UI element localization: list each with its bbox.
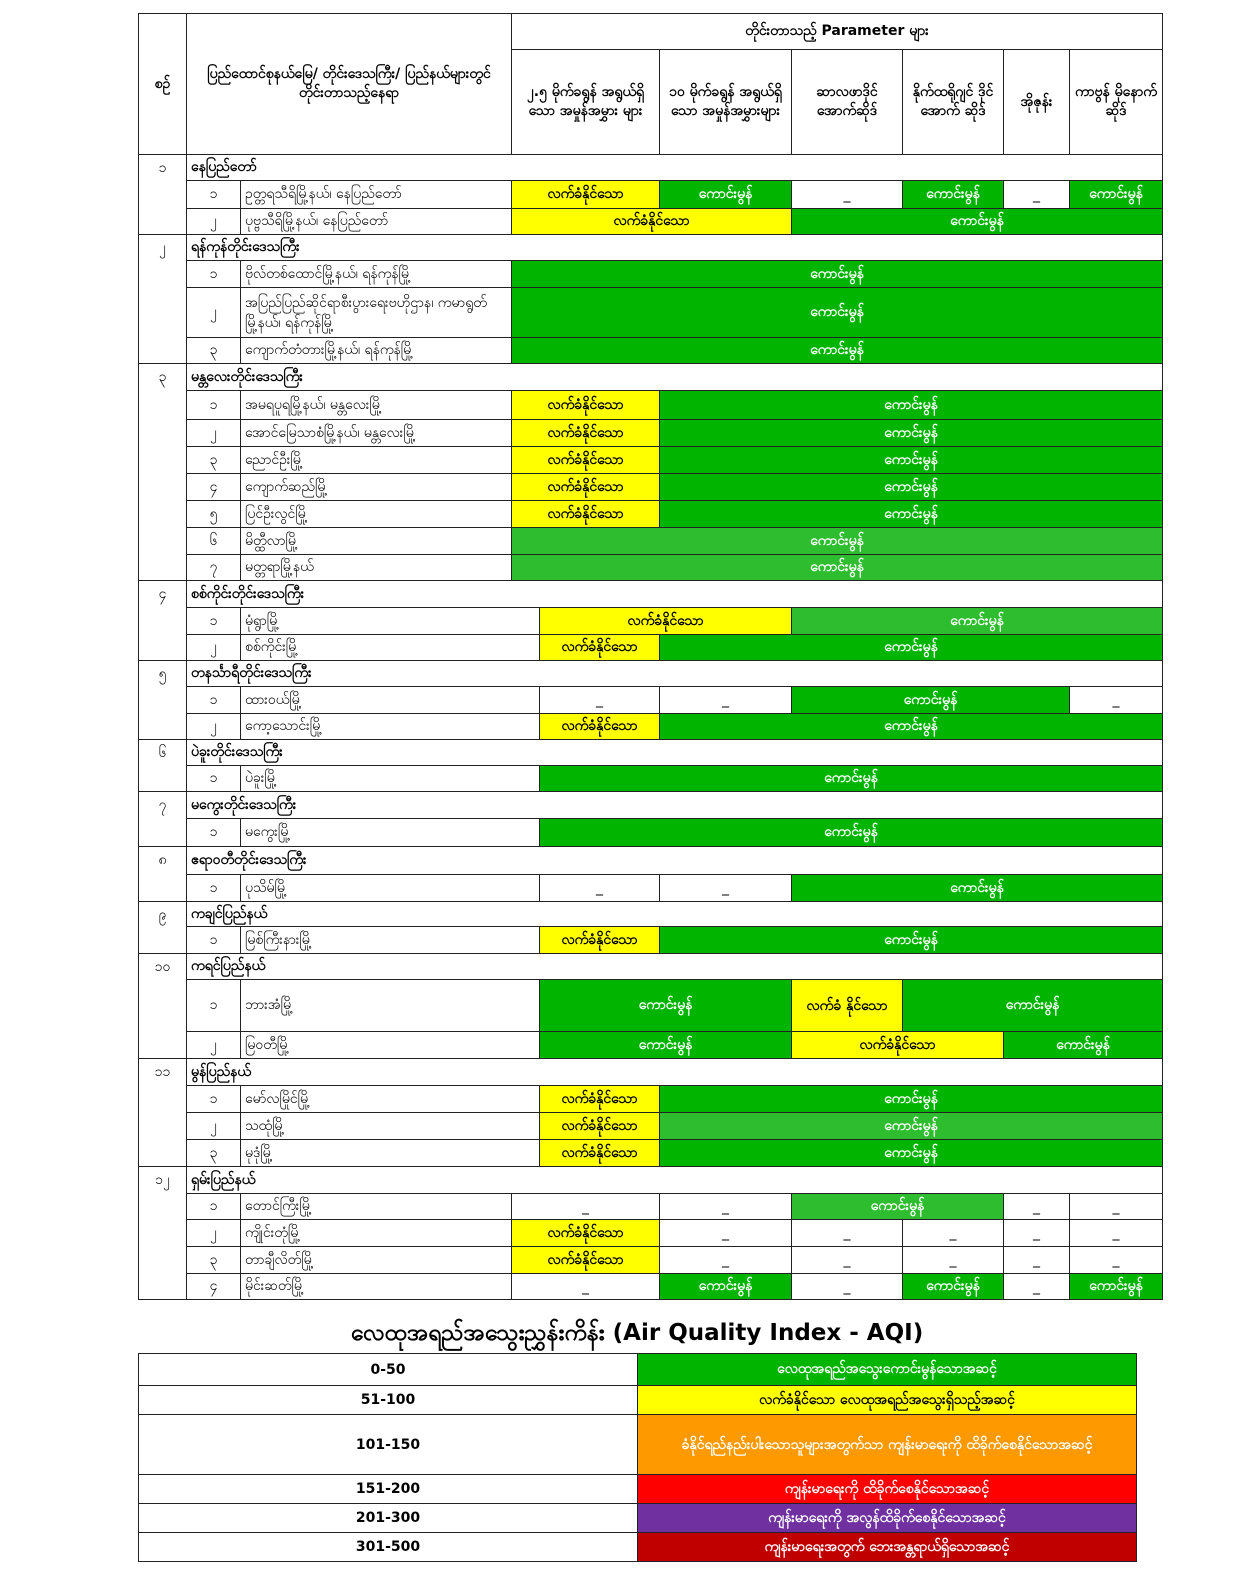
status-cell: ကောင်းမွန် [512, 528, 1163, 555]
status-cell: ကောင်းမွန် [1004, 1032, 1163, 1059]
status-cell: _ [792, 1274, 903, 1300]
region-name: တနင်္သာရီတိုင်းဒေသကြီး [187, 661, 1163, 687]
site-name: ပုသိမ်မြို့ [241, 875, 540, 902]
site-name: သထုံမြို့ [241, 1113, 540, 1140]
aqi-description: ကျန်းမာရေးအတွက် ဘေးအန္တရာယ်ရှိသောအဆင့် [638, 1533, 1137, 1562]
status-cell: ကောင်းမွန် [660, 1274, 792, 1300]
site-name: တာချီလိတ်မြို့ [241, 1247, 512, 1274]
status-cell: _ [1004, 1220, 1070, 1247]
header-pm25: ၂.၅ မိုက်ခရွန် အရွယ်ရှိသော အမှုန်အမွှား များ [512, 50, 660, 155]
status-cell: ကောင်းမွန် [903, 980, 1163, 1032]
site-number: ၂ [187, 1220, 241, 1247]
site-name: မတ္တရာမြို့နယ် [241, 555, 512, 581]
region-number: ၄ [139, 581, 187, 661]
status-cell: ကောင်းမွန် [660, 447, 1163, 474]
status-cell: ကောင်းမွန် [660, 1140, 1163, 1167]
site-number: ၁ [187, 980, 241, 1032]
region-name: ဧရာဝတီတိုင်းဒေသကြီး [187, 847, 1163, 875]
air-quality-table [138, 13, 1163, 1300]
status-cell: ကောင်းမွန် [903, 1274, 1004, 1300]
region-number: ၁၀ [139, 954, 187, 1059]
status-cell: လက်ခံနိုင်သော [512, 391, 660, 420]
status-cell: ကောင်းမွန် [660, 1086, 1163, 1113]
site-number: ၁ [187, 608, 241, 635]
site-name: မိတ္ထီလာမြို့ [241, 528, 512, 555]
region-number: ၅ [139, 661, 187, 740]
site-number: ၂ [187, 1032, 241, 1059]
status-cell: လက်ခံ နိုင်သော [792, 980, 903, 1032]
site-name: မုဒုံမြို့ [241, 1140, 540, 1167]
site-number: ၁ [187, 687, 241, 714]
site-name: ကျောက်တံတားမြို့နယ်၊ ရန်ကုန်မြို့ [241, 338, 512, 364]
region-number: ၁ [139, 155, 187, 235]
region-name: ပဲခူးတိုင်းဒေသကြီး [187, 740, 1163, 766]
status-cell: လက်ခံနိုင်သော [512, 420, 660, 447]
status-cell: ကောင်းမွန် [660, 181, 792, 209]
aqi-legend-table [138, 1353, 1137, 1562]
site-name: မိုင်းဆတ်မြို့ [241, 1274, 512, 1300]
status-cell: _ [512, 1274, 660, 1300]
header-no2: နိုက်ထရိုဂျင် ဒိုင်အောက် ဆိုဒ် [903, 50, 1004, 155]
site-number: ၄ [187, 474, 241, 501]
region-number: ၆ [139, 740, 187, 792]
site-name: ပြင်ဦးလွင်မြို့ [241, 501, 512, 528]
site-number: ၆ [187, 528, 241, 555]
region-name: မွန်ပြည်နယ် [187, 1059, 1163, 1086]
site-number: ၁ [187, 927, 241, 954]
site-number: ၂ [187, 420, 241, 447]
region-name: ကရင်ပြည်နယ် [187, 954, 1163, 980]
status-cell: လက်ခံနိုင်သော [512, 209, 792, 235]
status-cell: ကောင်းမွန် [512, 338, 1163, 364]
status-cell: ကောင်းမွန် [660, 1113, 1163, 1140]
status-cell: လက်ခံနိုင်သော [540, 927, 660, 954]
aqi-range: 151-200 [139, 1475, 638, 1504]
status-cell: ကောင်းမွန် [792, 608, 1163, 635]
status-cell: _ [1004, 1274, 1070, 1300]
aqi-description: လေထုအရည်အသွေးကောင်းမွန်သောအဆင့် [638, 1354, 1137, 1386]
status-cell: _ [540, 687, 660, 714]
header-co: ကာဗွန် မိုနောက် ဆိုဒ် [1070, 50, 1163, 155]
status-cell: ကောင်းမွန် [540, 1032, 792, 1059]
status-cell: လက်ခံနိုင်သော [792, 1032, 1004, 1059]
status-cell: _ [1070, 687, 1163, 714]
site-name: ပုဗ္ဗသီရိမြို့နယ်၊ နေပြည်တော် [241, 209, 512, 235]
region-name: နေပြည်တော် [187, 155, 1163, 181]
aqi-title: လေထုအရည်အသွေးညွှန်းကိန်း (Air Quality Index - AQI) [350, 1320, 924, 1346]
status-cell: ကောင်းမွန် [792, 875, 1163, 902]
status-cell: _ [660, 687, 792, 714]
status-cell: _ [792, 1220, 903, 1247]
status-cell: ကောင်းမွန် [540, 766, 1163, 792]
header-parameters: တိုင်းတာသည့် Parameter များ [512, 14, 1163, 50]
region-number: ၇ [139, 792, 187, 847]
site-number: ၁ [187, 261, 241, 288]
status-cell: ကောင်းမွန် [540, 980, 792, 1032]
status-cell: လက်ခံနိုင်သော [540, 1140, 660, 1167]
site-name: ဥတ္တရသီရိမြို့နယ်၊ နေပြည်တော် [241, 181, 512, 209]
status-cell: _ [1004, 1247, 1070, 1274]
header-so2: ဆာလဖာဒိုင် အောက်ဆိုဒ် [792, 50, 903, 155]
status-cell: ကောင်းမွန် [1070, 181, 1163, 209]
site-name: ဘားအံမြို့ [241, 980, 540, 1032]
site-number: ၅ [187, 501, 241, 528]
status-cell: ကောင်းမွန် [660, 501, 1163, 528]
status-cell: _ [1004, 181, 1070, 209]
status-cell: _ [1070, 1220, 1163, 1247]
site-number: ၄ [187, 1274, 241, 1300]
status-cell: လက်ခံနိုင်သော [512, 447, 660, 474]
region-number: ၂ [139, 235, 187, 364]
header-o3: အိုဇုန်း [1004, 50, 1070, 155]
status-cell: _ [660, 875, 792, 902]
region-name: စစ်ကိုင်းတိုင်းဒေသကြီး [187, 581, 1163, 608]
aqi-range: 101-150 [139, 1415, 638, 1475]
site-name: ကျောက်ဆည်မြို့ [241, 474, 512, 501]
region-name: ရှမ်းပြည်နယ် [187, 1167, 1163, 1194]
site-name: ထားဝယ်မြို့ [241, 687, 540, 714]
status-cell: လက်ခံနိုင်သော [540, 1113, 660, 1140]
site-number: ၂ [187, 209, 241, 235]
status-cell: လက်ခံနိုင်သော [540, 714, 660, 740]
site-name: ဗိုလ်တစ်ထောင်မြို့နယ်၊ ရန်ကုန်မြို့ [241, 261, 512, 288]
site-number: ၁ [187, 181, 241, 209]
region-number: ၃ [139, 364, 187, 581]
aqi-description: ကျန်းမာရေးကို ထိခိုက်စေနိုင်သောအဆင့် [638, 1475, 1137, 1504]
aqi-range: 301-500 [139, 1533, 638, 1562]
region-name: ကချင်ပြည်နယ် [187, 902, 1163, 927]
status-cell: ကောင်းမွန် [512, 261, 1163, 288]
site-name: ကော့သောင်းမြို့ [241, 714, 540, 740]
status-cell: _ [1004, 1194, 1070, 1220]
site-number: ၃ [187, 447, 241, 474]
status-cell: လက်ခံနိုင်သော [540, 635, 660, 661]
site-name: စစ်ကိုင်းမြို့ [241, 635, 540, 661]
status-cell: ကောင်းမွန် [540, 819, 1163, 847]
site-number: ၂ [187, 288, 241, 338]
status-cell: လက်ခံနိုင်သော [512, 1247, 660, 1274]
status-cell: ကောင်းမွန် [660, 927, 1163, 954]
site-number: ၁ [187, 1194, 241, 1220]
status-cell: ကောင်းမွန် [660, 420, 1163, 447]
status-cell: _ [792, 181, 903, 209]
status-cell: လက်ခံနိုင်သော [540, 1086, 660, 1113]
status-cell: _ [540, 875, 660, 902]
status-cell: လက်ခံနိုင်သော [540, 608, 792, 635]
site-name: အောင်မြေသာစံမြို့နယ်၊ မန္တလေးမြို့ [241, 420, 512, 447]
status-cell: _ [660, 1247, 792, 1274]
status-cell: ကောင်းမွန် [512, 288, 1163, 338]
status-cell: လက်ခံနိုင်သော [512, 474, 660, 501]
status-cell: _ [792, 1247, 903, 1274]
status-cell: _ [512, 1194, 660, 1220]
aqi-range: 51-100 [139, 1386, 638, 1415]
status-cell: လက်ခံနိုင်သော [512, 501, 660, 528]
status-cell: _ [903, 1220, 1004, 1247]
site-number: ၃ [187, 338, 241, 364]
header-no: စဉ် [139, 14, 187, 155]
status-cell: လက်ခံနိုင်သော [512, 1220, 660, 1247]
status-cell: ကောင်းမွန် [792, 1194, 1004, 1220]
status-cell: _ [1070, 1194, 1163, 1220]
status-cell: _ [1070, 1247, 1163, 1274]
aqi-range: 201-300 [139, 1504, 638, 1533]
site-number: ၂ [187, 714, 241, 740]
region-name: ရန်ကုန်တိုင်းဒေသကြီး [187, 235, 1163, 261]
aqi-description: ခံနိုင်ရည်နည်းပါးသောသူများအတွက်သာ ကျန်းမာရေးကို ထိခိုက်စေနိုင်သောအဆင့် [638, 1415, 1137, 1475]
status-cell: ကောင်းမွန် [660, 474, 1163, 501]
aqi-description: လက်ခံနိုင်သော လေထုအရည်အသွေးရှိသည့်အဆင့် [638, 1386, 1137, 1415]
region-number: ၁၂ [139, 1167, 187, 1300]
site-name: မုံရွာမြို့ [241, 608, 540, 635]
status-cell: ကောင်းမွန် [660, 714, 1163, 740]
site-name: ကျိုင်းတုံမြို့ [241, 1220, 512, 1247]
status-cell: ကောင်းမွန် [792, 687, 1070, 714]
site-number: ၁ [187, 391, 241, 420]
status-cell: ကောင်းမွန် [660, 391, 1163, 420]
status-cell: ကောင်းမွန် [660, 635, 1163, 661]
header-location: ပြည်ထောင်စုနယ်မြေ/ တိုင်းဒေသကြီး/ ပြည်နယ်များတွင် တိုင်းတာသည့်နေရာ [187, 14, 512, 155]
region-name: မကွေးတိုင်းဒေသကြီး [187, 792, 1163, 819]
site-number: ၇ [187, 555, 241, 581]
site-number: ၃ [187, 1247, 241, 1274]
region-number: ၈ [139, 847, 187, 902]
site-number: ၂ [187, 635, 241, 661]
region-number: ၉ [139, 902, 187, 954]
site-name: ညောင်ဦးမြို့ [241, 447, 512, 474]
site-name: ပဲခူးမြို့ [241, 766, 540, 792]
site-name: မော်လမြိုင်မြို့ [241, 1086, 540, 1113]
status-cell: ကောင်းမွန် [512, 555, 1163, 581]
status-cell: ကောင်းမွန် [1070, 1274, 1163, 1300]
site-number: ၁ [187, 819, 241, 847]
status-cell: ကောင်းမွန် [792, 209, 1163, 235]
site-number: ၁ [187, 1086, 241, 1113]
status-cell: လက်ခံနိုင်သော [512, 181, 660, 209]
site-name: မကွေးမြို့ [241, 819, 540, 847]
status-cell: _ [660, 1220, 792, 1247]
site-number: ၁ [187, 875, 241, 902]
aqi-range: 0-50 [139, 1354, 638, 1386]
status-cell: ကောင်းမွန် [903, 181, 1004, 209]
aqi-description: ကျန်းမာရေးကို အလွန်ထိခိုက်စေနိုင်သောအဆင့် [638, 1504, 1137, 1533]
site-name: တောင်ကြီးမြို့ [241, 1194, 512, 1220]
site-name: မြစ်ကြီးနားမြို့ [241, 927, 540, 954]
site-name: အပြည်ပြည်ဆိုင်ရာစီးပွားရေးဗဟိုဌာန၊ ကမာရွတ်မြို့နယ်၊ ရန်ကုန်မြို့ [241, 288, 512, 338]
site-name: မြဝတီမြို့ [241, 1032, 540, 1059]
site-number: ၂ [187, 1113, 241, 1140]
site-name: အမရပူရမြို့နယ်၊ မန္တလေးမြို့ [241, 391, 512, 420]
site-number: ၃ [187, 1140, 241, 1167]
region-name: မန္တလေးတိုင်းဒေသကြီး [187, 364, 1163, 391]
status-cell: _ [903, 1247, 1004, 1274]
status-cell: _ [660, 1194, 792, 1220]
site-number: ၁ [187, 766, 241, 792]
header-pm10: ၁၀ မိုက်ခရွန် အရွယ်ရှိသော အမှုန်အမွှားများ [660, 50, 792, 155]
region-number: ၁၁ [139, 1059, 187, 1167]
